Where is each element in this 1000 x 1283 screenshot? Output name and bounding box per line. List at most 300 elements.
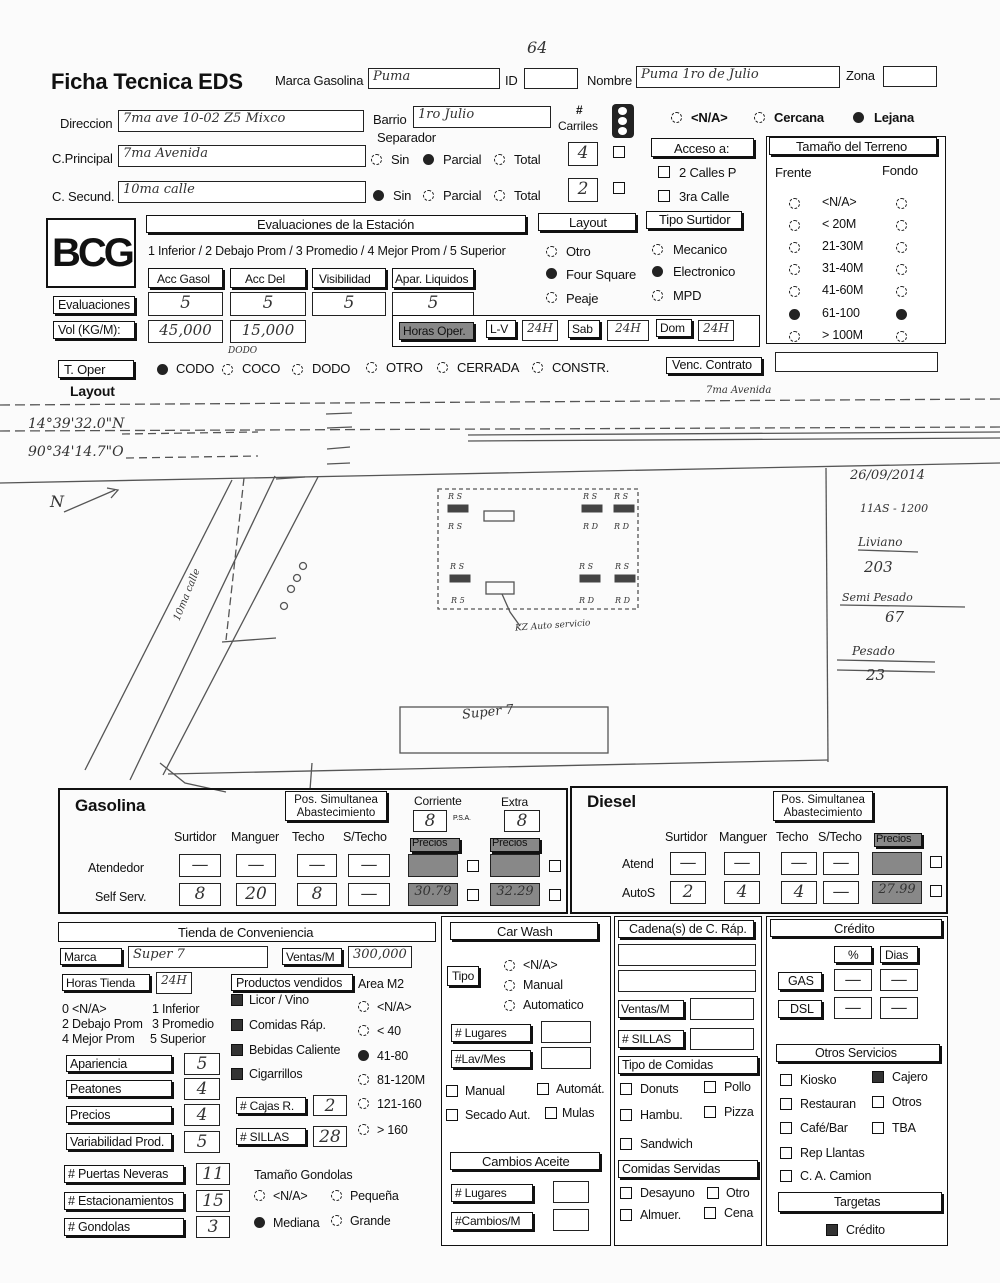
carriles-label: Carriles <box>558 119 598 133</box>
toper-option: CODO <box>176 361 215 376</box>
proximity-lejana-radio[interactable] <box>853 112 864 123</box>
carwash-check-label: Mulas <box>562 1106 595 1120</box>
gas-cell[interactable]: — <box>297 854 337 877</box>
gas-row-label: Self Serv. <box>95 890 147 904</box>
sep-option-label: Total <box>514 188 541 203</box>
dsl-cell[interactable]: 2 <box>670 881 706 904</box>
vol-del-field[interactable]: 15,000 <box>230 320 306 343</box>
otros-check[interactable] <box>780 1147 792 1159</box>
carwash-auto-radio[interactable] <box>504 1000 515 1011</box>
corriente-field[interactable]: 8 <box>413 810 447 832</box>
lv-label: L-V <box>490 322 509 336</box>
gondola-radio[interactable] <box>254 1217 265 1228</box>
evaluaciones-row-label: Evaluaciones <box>58 298 130 312</box>
otros-label: C. A. Camion <box>800 1169 872 1183</box>
acceso-3ra-check[interactable] <box>658 190 670 202</box>
secund-field[interactable]: 10ma calle <box>118 181 366 203</box>
sep-secund-total-radio[interactable] <box>494 190 505 201</box>
rating-field[interactable]: 5 <box>184 1131 220 1153</box>
pump-label: R D <box>615 596 630 605</box>
direccion-field[interactable]: 7ma ave 10-02 Z5 Mixco <box>118 110 364 132</box>
pump-label: R D <box>579 596 594 605</box>
semi-count: 67 <box>885 608 905 626</box>
gondola-radio[interactable] <box>331 1190 342 1201</box>
gas-price-extra[interactable]: 32.29 <box>490 883 540 906</box>
vol-label: Vol (KG/M): <box>58 323 121 337</box>
gondola-radio[interactable] <box>254 1190 265 1201</box>
sab-field[interactable]: 24H <box>607 320 649 341</box>
dsl-cell[interactable]: 4 <box>781 881 817 904</box>
carriles-principal-check[interactable] <box>613 146 625 158</box>
secund-label: C. Secund. <box>52 189 115 204</box>
surtidor-electronico-radio[interactable] <box>652 266 663 277</box>
dsl-col-header: S/Techo <box>818 830 862 844</box>
layout-foursquare-radio[interactable] <box>546 268 557 279</box>
nombre-label: Nombre <box>587 73 633 88</box>
producto-check[interactable] <box>231 1044 243 1056</box>
sep-principal-total-radio[interactable] <box>494 154 505 165</box>
gas-cell[interactable]: 8 <box>297 883 337 906</box>
terreno-fondo-radio[interactable] <box>896 242 907 253</box>
otros-check[interactable] <box>872 1096 884 1108</box>
productos-title: Productos vendidos <box>236 976 343 990</box>
cadena-sillas-field[interactable] <box>690 1028 754 1050</box>
count-label: # Gondolas <box>68 1220 130 1234</box>
comida-pizza-check[interactable] <box>704 1106 716 1118</box>
pump-label: R S <box>615 562 630 571</box>
pesado-count: 23 <box>866 666 886 684</box>
dom-label: Dom <box>660 321 685 335</box>
producto-check[interactable] <box>231 994 243 1006</box>
toper-option: DODO <box>312 361 351 376</box>
terreno-fondo-radio[interactable] <box>896 264 907 275</box>
carwash-lavmes-label: #Lav/Mes <box>455 1052 506 1066</box>
carwash-manual-radio[interactable] <box>504 980 515 991</box>
toper-option: CERRADA <box>457 360 520 375</box>
layout-option: Otro <box>566 244 591 259</box>
sep-option-label: Sin <box>391 152 410 167</box>
site-sketch <box>0 380 1000 800</box>
evaluaciones-title: Evaluaciones de la Estación <box>257 217 415 232</box>
servida-otro-check[interactable] <box>707 1187 719 1199</box>
proximity-cercana-radio[interactable] <box>754 112 765 123</box>
terreno-frente-radio[interactable] <box>789 198 800 209</box>
gas-price-check[interactable] <box>467 860 479 872</box>
credito-gas-pct[interactable]: — <box>834 969 872 991</box>
rating-field[interactable]: 4 <box>184 1104 220 1126</box>
surtidor-mecanico-radio[interactable] <box>652 244 663 255</box>
sep-option-label: Parcial <box>443 188 482 203</box>
carwash-check-label: Secado Aut. <box>465 1108 531 1122</box>
terreno-row-label: <N/A> <box>822 195 857 209</box>
terreno-frente-radio[interactable] <box>789 220 800 231</box>
credito-dsl-pct[interactable]: — <box>834 997 872 1019</box>
area-radio[interactable] <box>358 1050 369 1061</box>
credito-dsl-dias[interactable]: — <box>880 997 918 1019</box>
aceite-cambios-field[interactable] <box>553 1209 589 1231</box>
liviano-count: 203 <box>864 558 893 576</box>
gas-col-header: Surtidor <box>174 830 217 844</box>
dsl-price-check[interactable] <box>930 856 942 868</box>
comida-label: Donuts <box>640 1082 679 1096</box>
dsl-price[interactable]: 27.99 <box>872 881 922 904</box>
comida-label: Pollo <box>724 1080 751 1094</box>
horas-tienda-field[interactable]: 24H <box>156 972 192 994</box>
dsl-cell[interactable]: — <box>670 852 706 875</box>
carriles-secund-field[interactable]: 2 <box>568 178 598 202</box>
traffic-light-icon <box>612 104 634 138</box>
proximity-label: <N/A> <box>691 110 728 125</box>
toper-radio-dodo[interactable] <box>292 364 303 375</box>
principal-label: C.Principal <box>52 151 113 166</box>
terreno-fondo-radio[interactable] <box>896 198 907 209</box>
layout-option: Peaje <box>566 291 599 306</box>
sep-option-label: Parcial <box>443 152 482 167</box>
eval-col-label: Visibilidad <box>319 272 371 286</box>
comida-donuts-check[interactable] <box>620 1083 632 1095</box>
gas-cell[interactable]: — <box>348 854 390 877</box>
otros-label: Cajero <box>892 1070 928 1084</box>
bcg-logo: BCG <box>46 218 136 288</box>
servida-almuer-check[interactable] <box>620 1209 632 1221</box>
eval-score-field[interactable]: 5 <box>312 292 386 316</box>
carwash-check-label: Manual <box>465 1084 505 1098</box>
psa-label: P.S.A. <box>453 815 471 822</box>
count-field[interactable]: 11 <box>196 1163 230 1185</box>
eval-col-label: Apar. Liquidos <box>395 272 469 286</box>
gas-cell[interactable]: 20 <box>236 883 276 906</box>
kz-label: KZ Auto servicio <box>514 618 591 634</box>
aceite-cambios-label: #Cambios/M <box>455 1214 521 1228</box>
tienda-scale-item: 1 Inferior <box>152 1002 200 1016</box>
dsl-price-check[interactable] <box>930 885 942 897</box>
proximity-label: Cercana <box>774 110 824 125</box>
gas-col-header: Techo <box>292 830 325 844</box>
sep-principal-parcial-radio[interactable] <box>423 154 434 165</box>
comida-label: Hambu. <box>640 1108 683 1122</box>
north-label: N <box>50 492 64 511</box>
otros-check[interactable] <box>872 1122 884 1134</box>
otros-check[interactable] <box>872 1071 884 1083</box>
marca-label: Marca Gasolina <box>275 73 364 88</box>
carwash-na-radio[interactable] <box>504 960 515 971</box>
extra-field[interactable]: 8 <box>504 810 540 832</box>
toper-radio-otro[interactable] <box>366 362 377 373</box>
toper-radio-codo[interactable] <box>157 364 168 375</box>
pump-label: R D <box>614 522 629 531</box>
gondolas-title: Tamaño Gondolas <box>254 1168 353 1182</box>
terreno-row-label: 41-60M <box>822 283 864 297</box>
area-title: Area M2 <box>358 977 404 991</box>
sep-secund-sin-radio[interactable] <box>373 190 384 201</box>
eval-score-field[interactable]: 5 <box>230 292 306 316</box>
cadena-field-1[interactable] <box>618 944 756 966</box>
carwash-manual-check[interactable] <box>446 1085 458 1097</box>
area-radio[interactable] <box>358 1124 369 1135</box>
count-field[interactable]: 3 <box>196 1216 230 1238</box>
aceite-lugares-label: # Lugares <box>455 1186 507 1200</box>
terreno-frente-radio[interactable] <box>789 242 800 253</box>
gas-price-check[interactable] <box>467 889 479 901</box>
carwash-option: <N/A> <box>523 958 558 972</box>
toper-label: T. Oper <box>64 362 106 377</box>
terreno-fondo-radio[interactable] <box>896 309 907 320</box>
street-side-label: 10ma calle <box>171 567 203 623</box>
layout-otro-radio[interactable] <box>546 246 557 257</box>
layout-title: Layout <box>569 215 607 230</box>
dsl-pos-title: Pos. Simultanea Abastecimiento <box>781 794 865 819</box>
gas-price-extra[interactable] <box>490 854 540 877</box>
layout-peaje-radio[interactable] <box>546 292 557 303</box>
eval-score-field[interactable]: 5 <box>392 292 474 316</box>
surtidor-title: Tipo Surtidor <box>659 212 731 227</box>
carwash-automat-check[interactable] <box>537 1083 549 1095</box>
rating-field[interactable]: 5 <box>184 1053 220 1075</box>
terreno-frente-radio[interactable] <box>789 331 800 342</box>
carwash-tipo-label: Tipo <box>452 969 475 983</box>
tienda-scale-item: 0 <N/A> <box>62 1002 107 1016</box>
servida-desayuno-check[interactable] <box>620 1187 632 1199</box>
otros-check[interactable] <box>780 1170 792 1182</box>
terreno-fondo-radio[interactable] <box>896 286 907 297</box>
proximity-na-radio[interactable] <box>671 112 682 123</box>
gas-cell[interactable]: — <box>236 854 276 877</box>
count-label: # Estacionamientos <box>68 1194 174 1208</box>
tipo-comidas-title: Tipo de Comidas <box>622 1058 714 1072</box>
dsl-cell[interactable]: 4 <box>724 881 760 904</box>
surtidor-mpd-radio[interactable] <box>652 290 663 301</box>
carwash-option: Manual <box>523 978 563 992</box>
pump-label: R S <box>450 562 465 571</box>
carwash-lavmes-field[interactable] <box>541 1047 591 1069</box>
count-field[interactable]: 15 <box>196 1190 230 1212</box>
tienda-ventas-field[interactable]: 300,000 <box>348 946 412 968</box>
pump-label: R S <box>614 492 629 501</box>
comida-pollo-check[interactable] <box>704 1081 716 1093</box>
carriles-secund-check[interactable] <box>613 182 625 194</box>
toper-option: OTRO <box>386 360 423 375</box>
credito-title: Crédito <box>834 921 875 936</box>
count-label: # Puertas Neveras <box>68 1167 169 1181</box>
credito-dias-label: Dias <box>885 948 909 962</box>
area-option: > 160 <box>377 1123 408 1137</box>
area-option: 81-120M <box>377 1073 425 1087</box>
area-radio[interactable] <box>358 1001 369 1012</box>
vol-gasol-field[interactable]: 45,000 <box>148 320 223 343</box>
producto-check[interactable] <box>231 1068 243 1080</box>
tienda-scale-item: 3 Promedio <box>152 1017 214 1031</box>
surtidor-option: MPD <box>673 288 702 303</box>
cadena-ventas-field[interactable] <box>690 998 754 1020</box>
tarjetas-credito-check[interactable] <box>826 1224 838 1236</box>
sep-option-label: Total <box>514 152 541 167</box>
street-top-label: 7ma Avenida <box>706 385 772 396</box>
sillas-field[interactable]: 28 <box>313 1126 347 1147</box>
dsl-col-header: Surtidor <box>665 830 708 844</box>
gondola-option: Pequeña <box>350 1189 399 1203</box>
tienda-scale-item: 2 Debajo Prom <box>62 1017 143 1031</box>
terreno-fondo-radio[interactable] <box>896 331 907 342</box>
tienda-ventas-label: Ventas/M <box>286 950 335 964</box>
comida-hambu-check[interactable] <box>620 1109 632 1121</box>
area-option: 121-160 <box>377 1097 422 1111</box>
carwash-mulas-check[interactable] <box>545 1107 557 1119</box>
gas-price-check[interactable] <box>549 860 561 872</box>
pesado-label: Pesado <box>852 644 895 658</box>
area-option: <N/A> <box>377 1000 412 1014</box>
gondola-option: Mediana <box>273 1216 320 1230</box>
barrio-field[interactable]: 1ro Julio <box>413 106 551 128</box>
surtidor-option: Mecanico <box>673 242 728 257</box>
dsl-cell[interactable]: — <box>781 852 817 875</box>
horas-tienda-label: Horas Tienda <box>66 976 135 990</box>
gas-precios-label: Precios <box>492 837 528 849</box>
otros-check[interactable] <box>780 1098 792 1110</box>
otros-check[interactable] <box>780 1122 792 1134</box>
arrow-line <box>310 763 312 790</box>
cadena-ventas-label: Ventas/M <box>621 1002 670 1016</box>
gas-cell[interactable]: — <box>348 883 390 906</box>
terreno-title: Tamaño del Terreno <box>796 139 908 154</box>
gondola-option: <N/A> <box>273 1189 308 1203</box>
gas-row-label: Atendedor <box>88 861 144 875</box>
gas-pos-title: Pos. Simultanea Abastecimiento <box>294 794 378 819</box>
area-radio[interactable] <box>358 1025 369 1036</box>
direccion-label: Direccion <box>60 116 113 131</box>
separador-label: Separador <box>377 130 436 145</box>
eval-col-label: Acc Del <box>245 272 285 286</box>
tienda-scale-item: 5 Superior <box>150 1032 206 1046</box>
terreno-row-label: < 20M <box>822 217 857 231</box>
gas-price-corriente[interactable] <box>408 854 458 877</box>
gas-price-corriente[interactable]: 30.79 <box>408 883 458 906</box>
cadena-sillas-label: # SILLAS <box>622 1032 672 1046</box>
toper-radio-cerrada[interactable] <box>437 362 448 373</box>
dsl-price[interactable] <box>872 852 922 875</box>
marca-field[interactable]: Puma <box>368 68 500 89</box>
acceso-title: Acceso a: <box>674 141 730 156</box>
otros-check[interactable] <box>780 1074 792 1086</box>
servidas-title: Comidas Servidas <box>622 1162 721 1176</box>
evaluaciones-scale: 1 Inferior / 2 Debajo Prom / 3 Promedio / 4 Mejor Prom / 5 Superior <box>148 244 506 258</box>
dsl-cell[interactable]: — <box>823 881 859 904</box>
area-option: < 40 <box>377 1024 401 1038</box>
coord-lon: 90°34'14.7"O <box>28 444 124 460</box>
servida-label: Cena <box>724 1206 754 1220</box>
tienda-marca-label: Marca <box>64 950 97 964</box>
dsl-col-header: Manguer <box>719 830 767 844</box>
terreno-fondo-radio[interactable] <box>896 220 907 231</box>
toper-note: DODO <box>228 346 258 356</box>
zona-label: Zona <box>846 68 875 83</box>
servida-label: Almuer. <box>640 1208 681 1222</box>
terreno-row-label: 21-30M <box>822 239 864 253</box>
id-label: ID <box>505 73 518 88</box>
pump-label: R S <box>448 522 463 531</box>
terreno-row-label: 61-100 <box>822 306 860 320</box>
comida-label: Sandwich <box>640 1137 693 1151</box>
producto-label: Comidas Ráp. <box>249 1018 326 1032</box>
survey-date: 26/09/2014 <box>850 468 925 483</box>
contrato-field[interactable] <box>775 352 938 372</box>
dom-field[interactable]: 24H <box>698 320 734 341</box>
carwash-secado-check[interactable] <box>446 1109 458 1121</box>
semi-label: Semi Pesado <box>842 591 913 604</box>
producto-check[interactable] <box>231 1019 243 1031</box>
sep-secund-parcial-radio[interactable] <box>423 190 434 201</box>
area-radio[interactable] <box>358 1098 369 1109</box>
tienda-title: Tienda de Conveniencia <box>178 925 314 940</box>
acceso-2calles-check[interactable] <box>658 166 670 178</box>
carriles-hash: # <box>576 103 583 117</box>
page-number: 64 <box>527 38 548 57</box>
comida-label: Pizza <box>724 1105 754 1119</box>
cadena-title: Cadena(s) de C. Ráp. <box>629 922 747 936</box>
zona-field[interactable] <box>883 66 937 87</box>
terreno-frente-radio[interactable] <box>789 264 800 275</box>
credito-gas-dias[interactable]: — <box>880 969 918 991</box>
toper-radio-constr[interactable] <box>532 362 543 373</box>
gas-col-header: S/Techo <box>343 830 387 844</box>
survey-time: 11AS - 1200 <box>860 502 929 515</box>
area-radio[interactable] <box>358 1074 369 1085</box>
terreno-frente-radio[interactable] <box>789 309 800 320</box>
lv-field[interactable]: 24H <box>522 320 558 341</box>
rating-label: Variabilidad Prod. <box>70 1135 165 1149</box>
acceso-option: 3ra Calle <box>679 189 730 204</box>
eval-score-field[interactable]: 5 <box>148 292 223 316</box>
gas-cell[interactable]: — <box>179 854 221 877</box>
dsl-row-label: Atend <box>622 857 654 871</box>
cajas-field[interactable]: 2 <box>313 1095 347 1116</box>
gondola-radio[interactable] <box>331 1215 342 1226</box>
carwash-lugares-field[interactable] <box>541 1021 591 1043</box>
dsl-cell[interactable]: — <box>724 852 760 875</box>
toper-radio-coco[interactable] <box>222 364 233 375</box>
form-title: Ficha Tecnica EDS <box>51 69 243 94</box>
servida-label: Otro <box>726 1186 750 1200</box>
credito-gas-label: GAS <box>788 974 814 988</box>
sep-principal-sin-radio[interactable] <box>371 154 382 165</box>
barrio-label: Barrio <box>373 112 407 127</box>
otros-label: Restauran <box>800 1097 856 1111</box>
principal-field[interactable]: 7ma Avenida <box>118 145 366 167</box>
terreno-frente-radio[interactable] <box>789 286 800 297</box>
servida-label: Desayuno <box>640 1186 695 1200</box>
terreno-row-label: > 100M <box>822 328 863 342</box>
tienda-marca-field[interactable]: Super 7 <box>128 946 268 968</box>
otros-label: Café/Bar <box>800 1121 848 1135</box>
rating-label: Precios <box>70 1108 111 1122</box>
otros-label: TBA <box>892 1121 916 1135</box>
aceite-lugares-field[interactable] <box>553 1181 589 1203</box>
gas-cell[interactable]: 8 <box>179 883 221 906</box>
carwash-lugares-label: # Lugares <box>455 1026 507 1040</box>
dsl-row-label: AutoS <box>622 886 656 900</box>
rating-field[interactable]: 4 <box>184 1078 220 1100</box>
nombre-field[interactable]: Puma 1ro de Julio <box>636 66 840 88</box>
dsl-cell[interactable]: — <box>823 852 859 875</box>
id-field[interactable] <box>524 68 578 89</box>
comida-sandwich-check[interactable] <box>620 1138 632 1150</box>
carriles-principal-field[interactable]: 4 <box>568 142 598 166</box>
cadena-field-2[interactable] <box>618 970 756 992</box>
gas-precios-label: Precios <box>412 837 448 849</box>
gas-price-check[interactable] <box>549 889 561 901</box>
otros-title: Otros Servicios <box>815 1046 897 1060</box>
servida-cena-check[interactable] <box>704 1207 716 1219</box>
corriente-label: Corriente <box>414 794 462 808</box>
